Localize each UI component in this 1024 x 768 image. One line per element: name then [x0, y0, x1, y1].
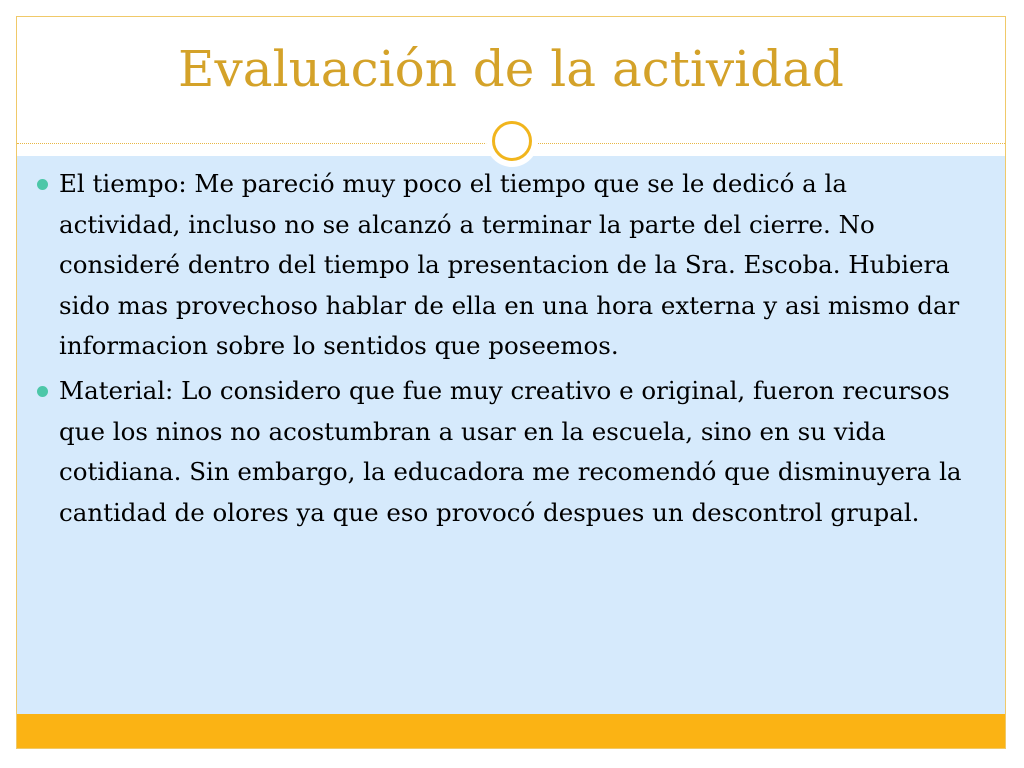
ornament-ring: [492, 121, 532, 161]
bullet-text: Material: Lo considero que fue muy creativo e original, fueron recursos que los ninos no acostumbran a usar en la escuela, sino en su vida cotidiana. Sin embargo, la educadora me recomendó que disminuyera la cantidad de olores ya que eso provocó despues un descontrol grupal.: [59, 375, 962, 527]
circle-ornament-icon: [486, 115, 538, 167]
bullet-dot-icon: [37, 386, 48, 397]
bullet-dot-icon: [37, 179, 48, 190]
bottom-bar: [17, 714, 1005, 748]
slide-title: Evaluación de la actividad: [178, 40, 844, 98]
bullet-list: [36, 164, 966, 537]
bullet-item-tiempo: [36, 164, 966, 367]
bullet-item-material: [36, 371, 966, 533]
bullet-text: El tiempo: Me pareció muy poco el tiempo que se le dedicó a la actividad, incluso no se alcanzó a terminar la parte del cierre. No consideré dentro del tiempo la presentacion de la Sra. Escoba. Hubiera sido mas provechoso hablar de ella en una hora externa y asi mismo dar informacion sobre lo sentidos que poseemos.: [59, 169, 960, 361]
